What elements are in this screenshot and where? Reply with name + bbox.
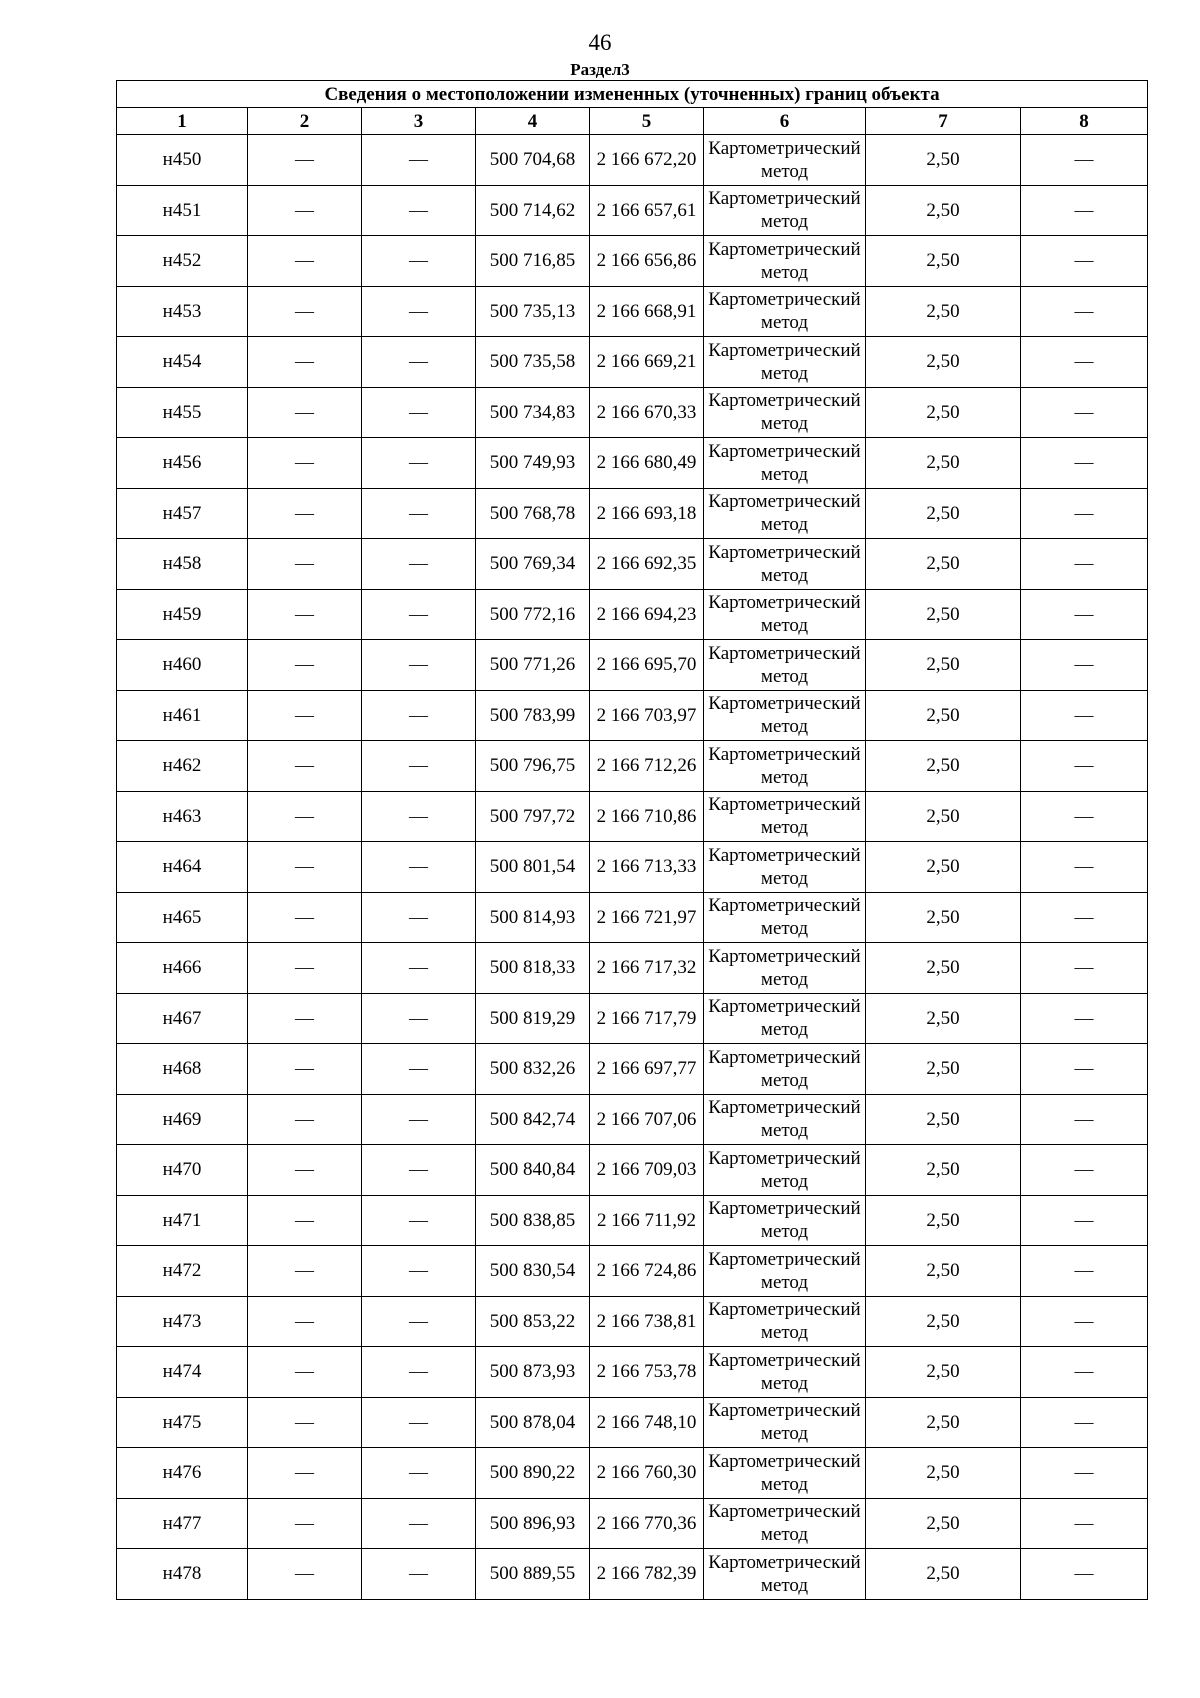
y-coordinate-cell: 2 166 656,86 [590,236,704,287]
point-id-cell: н463 [117,791,248,842]
method-cell: Картометрический метод [704,640,866,691]
accuracy-cell: 2,50 [866,438,1021,489]
column-3-cell: — [362,589,476,640]
column-8-cell: — [1021,741,1148,792]
column-2-cell: — [248,1296,362,1347]
y-coordinate-cell: 2 166 760,30 [590,1448,704,1499]
accuracy-cell: 2,50 [866,1498,1021,1549]
column-3-cell: — [362,539,476,590]
point-id-cell: н459 [117,589,248,640]
point-id-cell: н450 [117,135,248,186]
y-coordinate-cell: 2 166 668,91 [590,286,704,337]
point-id-cell: н465 [117,892,248,943]
point-id-cell: н477 [117,1498,248,1549]
method-cell: Картометрический метод [704,791,866,842]
method-cell: Картометрический метод [704,135,866,186]
accuracy-cell: 2,50 [866,842,1021,893]
column-header: 4 [476,108,590,135]
column-8-cell: — [1021,387,1148,438]
column-8-cell: — [1021,1397,1148,1448]
accuracy-cell: 2,50 [866,993,1021,1044]
column-2-cell: — [248,185,362,236]
column-8-cell: — [1021,640,1148,691]
x-coordinate-cell: 500 797,72 [476,791,590,842]
column-2-cell: — [248,135,362,186]
column-2-cell: — [248,337,362,388]
table-row [117,892,1148,943]
point-id-cell: н468 [117,1044,248,1095]
column-2-cell: — [248,1044,362,1095]
column-2-cell: — [248,943,362,994]
column-2-cell: — [248,589,362,640]
point-id-cell: н458 [117,539,248,590]
y-coordinate-cell: 2 166 669,21 [590,337,704,388]
table-row [117,993,1148,1044]
column-8-cell: — [1021,1448,1148,1499]
x-coordinate-cell: 500 819,29 [476,993,590,1044]
column-2-cell: — [248,1549,362,1600]
method-cell: Картометрический метод [704,236,866,287]
column-header-row [117,108,1148,135]
column-2-cell: — [248,286,362,337]
table-row [117,1549,1148,1600]
x-coordinate-cell: 500 842,74 [476,1094,590,1145]
y-coordinate-cell: 2 166 710,86 [590,791,704,842]
method-cell: Картометрический метод [704,539,866,590]
column-3-cell: — [362,1397,476,1448]
point-id-cell: н457 [117,488,248,539]
column-8-cell: — [1021,589,1148,640]
method-cell: Картометрический метод [704,286,866,337]
column-8-cell: — [1021,488,1148,539]
column-8-cell: — [1021,1549,1148,1600]
column-header: 6 [704,108,866,135]
column-3-cell: — [362,135,476,186]
column-3-cell: — [362,185,476,236]
column-2-cell: — [248,1397,362,1448]
point-id-cell: н478 [117,1549,248,1600]
column-2-cell: — [248,1094,362,1145]
table-row [117,539,1148,590]
column-8-cell: — [1021,1145,1148,1196]
column-3-cell: — [362,1195,476,1246]
column-8-cell: — [1021,1296,1148,1347]
column-3-cell: — [362,892,476,943]
accuracy-cell: 2,50 [866,387,1021,438]
x-coordinate-cell: 500 838,85 [476,1195,590,1246]
table-row [117,236,1148,287]
accuracy-cell: 2,50 [866,337,1021,388]
column-8-cell: — [1021,690,1148,741]
table-row [117,690,1148,741]
column-3-cell: — [362,1549,476,1600]
column-3-cell: — [362,1296,476,1347]
column-2-cell: — [248,892,362,943]
column-8-cell: — [1021,286,1148,337]
table-row [117,1296,1148,1347]
column-3-cell: — [362,640,476,691]
x-coordinate-cell: 500 796,75 [476,741,590,792]
table-caption: Сведения о местоположении измененных (уточненных) границ объекта [117,81,1148,108]
table-row [117,488,1148,539]
column-3-cell: — [362,387,476,438]
point-id-cell: н472 [117,1246,248,1297]
y-coordinate-cell: 2 166 770,36 [590,1498,704,1549]
column-2-cell: — [248,741,362,792]
column-2-cell: — [248,640,362,691]
column-3-cell: — [362,1347,476,1398]
method-cell: Картометрический метод [704,1094,866,1145]
point-id-cell: н473 [117,1296,248,1347]
x-coordinate-cell: 500 889,55 [476,1549,590,1600]
x-coordinate-cell: 500 890,22 [476,1448,590,1499]
point-id-cell: н474 [117,1347,248,1398]
method-cell: Картометрический метод [704,943,866,994]
x-coordinate-cell: 500 716,85 [476,236,590,287]
column-8-cell: — [1021,1498,1148,1549]
column-8-cell: — [1021,1094,1148,1145]
y-coordinate-cell: 2 166 695,70 [590,640,704,691]
accuracy-cell: 2,50 [866,488,1021,539]
point-id-cell: н456 [117,438,248,489]
method-cell: Картометрический метод [704,993,866,1044]
table-row [117,438,1148,489]
accuracy-cell: 2,50 [866,892,1021,943]
table-row [117,741,1148,792]
point-id-cell: н462 [117,741,248,792]
y-coordinate-cell: 2 166 713,33 [590,842,704,893]
column-3-cell: — [362,1246,476,1297]
x-coordinate-cell: 500 749,93 [476,438,590,489]
x-coordinate-cell: 500 832,26 [476,1044,590,1095]
column-3-cell: — [362,690,476,741]
column-3-cell: — [362,842,476,893]
y-coordinate-cell: 2 166 717,32 [590,943,704,994]
table-row [117,1397,1148,1448]
column-header: 2 [248,108,362,135]
accuracy-cell: 2,50 [866,943,1021,994]
y-coordinate-cell: 2 166 709,03 [590,1145,704,1196]
x-coordinate-cell: 500 772,16 [476,589,590,640]
column-3-cell: — [362,236,476,287]
x-coordinate-cell: 500 771,26 [476,640,590,691]
column-8-cell: — [1021,1195,1148,1246]
x-coordinate-cell: 500 734,83 [476,387,590,438]
y-coordinate-cell: 2 166 712,26 [590,741,704,792]
column-2-cell: — [248,236,362,287]
column-3-cell: — [362,337,476,388]
table-row [117,1448,1148,1499]
column-3-cell: — [362,1498,476,1549]
table-row [117,337,1148,388]
column-2-cell: — [248,1195,362,1246]
y-coordinate-cell: 2 166 753,78 [590,1347,704,1398]
column-3-cell: — [362,993,476,1044]
point-id-cell: н464 [117,842,248,893]
table-row [117,791,1148,842]
x-coordinate-cell: 500 896,93 [476,1498,590,1549]
column-8-cell: — [1021,539,1148,590]
method-cell: Картометрический метод [704,488,866,539]
table-row [117,1246,1148,1297]
column-3-cell: — [362,1145,476,1196]
column-2-cell: — [248,993,362,1044]
column-2-cell: — [248,1498,362,1549]
column-8-cell: — [1021,892,1148,943]
column-8-cell: — [1021,842,1148,893]
table-row [117,387,1148,438]
column-3-cell: — [362,791,476,842]
table-row [117,1347,1148,1398]
point-id-cell: н469 [117,1094,248,1145]
y-coordinate-cell: 2 166 680,49 [590,438,704,489]
point-id-cell: н455 [117,387,248,438]
method-cell: Картометрический метод [704,387,866,438]
y-coordinate-cell: 2 166 721,97 [590,892,704,943]
method-cell: Картометрический метод [704,438,866,489]
table-row [117,135,1148,186]
column-8-cell: — [1021,1347,1148,1398]
column-8-cell: — [1021,337,1148,388]
point-id-cell: н451 [117,185,248,236]
column-8-cell: — [1021,135,1148,186]
x-coordinate-cell: 500 704,68 [476,135,590,186]
point-id-cell: н471 [117,1195,248,1246]
y-coordinate-cell: 2 166 711,92 [590,1195,704,1246]
column-header: 3 [362,108,476,135]
table-row [117,1145,1148,1196]
accuracy-cell: 2,50 [866,1296,1021,1347]
method-cell: Картометрический метод [704,589,866,640]
accuracy-cell: 2,50 [866,1347,1021,1398]
accuracy-cell: 2,50 [866,236,1021,287]
accuracy-cell: 2,50 [866,1195,1021,1246]
column-3-cell: — [362,438,476,489]
x-coordinate-cell: 500 853,22 [476,1296,590,1347]
point-id-cell: н460 [117,640,248,691]
method-cell: Картометрический метод [704,1397,866,1448]
y-coordinate-cell: 2 166 697,77 [590,1044,704,1095]
table-row [117,185,1148,236]
column-2-cell: — [248,690,362,741]
x-coordinate-cell: 500 769,34 [476,539,590,590]
point-id-cell: н454 [117,337,248,388]
method-cell: Картометрический метод [704,1195,866,1246]
method-cell: Картометрический метод [704,892,866,943]
point-id-cell: н461 [117,690,248,741]
point-id-cell: н466 [117,943,248,994]
x-coordinate-cell: 500 714,62 [476,185,590,236]
y-coordinate-cell: 2 166 703,97 [590,690,704,741]
accuracy-cell: 2,50 [866,286,1021,337]
column-2-cell: — [248,438,362,489]
column-8-cell: — [1021,791,1148,842]
x-coordinate-cell: 500 783,99 [476,690,590,741]
y-coordinate-cell: 2 166 748,10 [590,1397,704,1448]
page-number: 46 [588,30,612,55]
column-2-cell: — [248,1448,362,1499]
x-coordinate-cell: 500 873,93 [476,1347,590,1398]
column-8-cell: — [1021,185,1148,236]
point-id-cell: н452 [117,236,248,287]
method-cell: Картометрический метод [704,1549,866,1600]
y-coordinate-cell: 2 166 782,39 [590,1549,704,1600]
method-cell: Картометрический метод [704,1448,866,1499]
column-3-cell: — [362,1044,476,1095]
method-cell: Картометрический метод [704,1145,866,1196]
column-3-cell: — [362,1448,476,1499]
y-coordinate-cell: 2 166 707,06 [590,1094,704,1145]
column-2-cell: — [248,1145,362,1196]
column-8-cell: — [1021,1044,1148,1095]
accuracy-cell: 2,50 [866,1549,1021,1600]
table-row [117,1195,1148,1246]
y-coordinate-cell: 2 166 692,35 [590,539,704,590]
column-8-cell: — [1021,993,1148,1044]
accuracy-cell: 2,50 [866,1094,1021,1145]
accuracy-cell: 2,50 [866,1448,1021,1499]
y-coordinate-cell: 2 166 717,79 [590,993,704,1044]
accuracy-cell: 2,50 [866,1044,1021,1095]
y-coordinate-cell: 2 166 724,86 [590,1246,704,1297]
accuracy-cell: 2,50 [866,589,1021,640]
accuracy-cell: 2,50 [866,1397,1021,1448]
column-header: 7 [866,108,1021,135]
column-2-cell: — [248,842,362,893]
accuracy-cell: 2,50 [866,185,1021,236]
x-coordinate-cell: 500 801,54 [476,842,590,893]
table-row [117,640,1148,691]
column-3-cell: — [362,943,476,994]
point-id-cell: н475 [117,1397,248,1448]
section-title: Раздел3 [570,60,630,79]
column-2-cell: — [248,1347,362,1398]
point-id-cell: н467 [117,993,248,1044]
y-coordinate-cell: 2 166 657,61 [590,185,704,236]
accuracy-cell: 2,50 [866,741,1021,792]
accuracy-cell: 2,50 [866,640,1021,691]
x-coordinate-cell: 500 735,13 [476,286,590,337]
y-coordinate-cell: 2 166 694,23 [590,589,704,640]
column-3-cell: — [362,286,476,337]
table-row [117,1498,1148,1549]
column-2-cell: — [248,1246,362,1297]
table-row [117,589,1148,640]
accuracy-cell: 2,50 [866,539,1021,590]
accuracy-cell: 2,50 [866,1246,1021,1297]
x-coordinate-cell: 500 768,78 [476,488,590,539]
method-cell: Картометрический метод [704,337,866,388]
column-header: 5 [590,108,704,135]
column-3-cell: — [362,488,476,539]
column-8-cell: — [1021,236,1148,287]
table-row [117,1044,1148,1095]
accuracy-cell: 2,50 [866,690,1021,741]
method-cell: Картометрический метод [704,1347,866,1398]
method-cell: Картометрический метод [704,690,866,741]
column-3-cell: — [362,1094,476,1145]
point-id-cell: н470 [117,1145,248,1196]
table-row [117,286,1148,337]
table-body [117,135,1148,1600]
column-8-cell: — [1021,438,1148,489]
accuracy-cell: 2,50 [866,1145,1021,1196]
y-coordinate-cell: 2 166 693,18 [590,488,704,539]
point-id-cell: н476 [117,1448,248,1499]
table-row [117,943,1148,994]
column-2-cell: — [248,539,362,590]
column-header: 8 [1021,108,1148,135]
accuracy-cell: 2,50 [866,135,1021,186]
x-coordinate-cell: 500 735,58 [476,337,590,388]
y-coordinate-cell: 2 166 672,20 [590,135,704,186]
y-coordinate-cell: 2 166 738,81 [590,1296,704,1347]
method-cell: Картометрический метод [704,1296,866,1347]
x-coordinate-cell: 500 840,84 [476,1145,590,1196]
boundary-coordinates-table [116,80,1148,1600]
y-coordinate-cell: 2 166 670,33 [590,387,704,438]
column-header: 1 [117,108,248,135]
point-id-cell: н453 [117,286,248,337]
x-coordinate-cell: 500 878,04 [476,1397,590,1448]
method-cell: Картометрический метод [704,1498,866,1549]
method-cell: Картометрический метод [704,1246,866,1297]
method-cell: Картометрический метод [704,842,866,893]
column-2-cell: — [248,387,362,438]
column-2-cell: — [248,488,362,539]
method-cell: Картометрический метод [704,185,866,236]
column-8-cell: — [1021,1246,1148,1297]
column-3-cell: — [362,741,476,792]
method-cell: Картометрический метод [704,1044,866,1095]
method-cell: Картометрический метод [704,741,866,792]
table-row [117,1094,1148,1145]
x-coordinate-cell: 500 830,54 [476,1246,590,1297]
column-2-cell: — [248,791,362,842]
table-row [117,842,1148,893]
x-coordinate-cell: 500 818,33 [476,943,590,994]
accuracy-cell: 2,50 [866,791,1021,842]
x-coordinate-cell: 500 814,93 [476,892,590,943]
column-8-cell: — [1021,943,1148,994]
